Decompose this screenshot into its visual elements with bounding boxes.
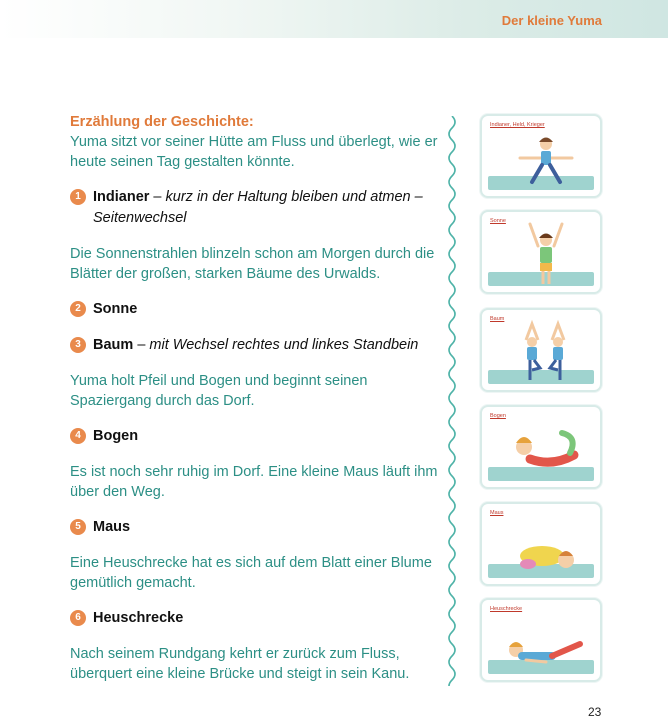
pose-card-label: Sonne: [490, 218, 506, 224]
step-number-badge: 4: [70, 428, 86, 444]
pose-card-bogen: [480, 405, 602, 489]
step-number-badge: 3: [70, 337, 86, 353]
mouse-pose-illustration: [482, 504, 602, 586]
step-6: [70, 608, 440, 629]
pose-card-heuschrecke: [480, 598, 602, 682]
pose-card-label: Heuschrecke: [490, 606, 523, 612]
pose-card-label: Bogen: [490, 413, 506, 419]
step-2: [70, 299, 440, 320]
step-label: Baum: [93, 337, 134, 353]
step-label: Heuschrecke: [93, 610, 184, 626]
story-paragraph: Yuma holt Pfeil und Bogen und beginnt seinen Spaziergang durch das Dorf.: [70, 373, 368, 409]
story-paragraph: Nach seinem Rundgang kehrt er zurück zum Fluss, überquert eine kleine Brücke und steigt in sein Kanu.: [70, 646, 410, 682]
step-3: [70, 335, 440, 356]
warrior-pose-illustration: [482, 116, 602, 198]
step-separator: –: [133, 337, 150, 353]
step-number-badge: 2: [70, 301, 86, 317]
story-column: [70, 112, 440, 684]
pose-card-maus: [480, 502, 602, 586]
step-label: Sonne: [93, 301, 138, 317]
pose-card-sonne: [480, 210, 602, 294]
wavy-divider: [445, 116, 459, 686]
page-number: 23: [588, 705, 602, 719]
step-1: [70, 187, 440, 229]
intro-paragraph: Yuma sitzt vor seiner Hütte am Fluss und überlegt, wie er heute seinen Tag gestalten könnte.: [70, 134, 438, 170]
pose-card-label: Indianer, Held, Krieger: [490, 122, 545, 128]
step-label: Maus: [93, 519, 131, 535]
step-number-badge: 6: [70, 610, 86, 626]
sun-pose-illustration: [482, 212, 602, 294]
tree-pose-illustration: [482, 310, 602, 392]
step-number-badge: 1: [70, 189, 86, 205]
section-title: Erzählung der Geschichte:: [70, 114, 254, 130]
story-paragraph: Es ist noch sehr ruhig im Dorf. Eine kleine Maus läuft ihm über den Weg.: [70, 464, 438, 500]
step-label: Bogen: [93, 428, 139, 444]
step-4: [70, 426, 440, 447]
locust-pose-illustration: [482, 600, 602, 682]
pose-card-label: Maus: [490, 510, 504, 516]
pose-card-indianer: [480, 114, 602, 198]
bow-pose-illustration: [482, 407, 602, 489]
step-label: Indianer: [93, 189, 150, 205]
step-note: mit Wechsel rechtes und linkes Standbein: [149, 337, 419, 353]
story-paragraph: Eine Heuschrecke hat es sich auf dem Blatt einer Blume gemütlich gemacht.: [70, 555, 432, 591]
step-separator: –: [149, 189, 166, 205]
running-header-title: Der kleine Yuma: [501, 13, 602, 28]
step-note: kurz in der Haltung bleiben und atmen – Seitenwechsel: [93, 189, 423, 226]
pose-card-label: Baum: [490, 316, 505, 322]
story-paragraph: Die Sonnenstrahlen blinzeln schon am Morgen durch die Blätter der großen, starken Bäume des Urwalds.: [70, 246, 435, 282]
step-5: [70, 517, 440, 538]
step-number-badge: 5: [70, 519, 86, 535]
pose-card-baum: [480, 308, 602, 392]
